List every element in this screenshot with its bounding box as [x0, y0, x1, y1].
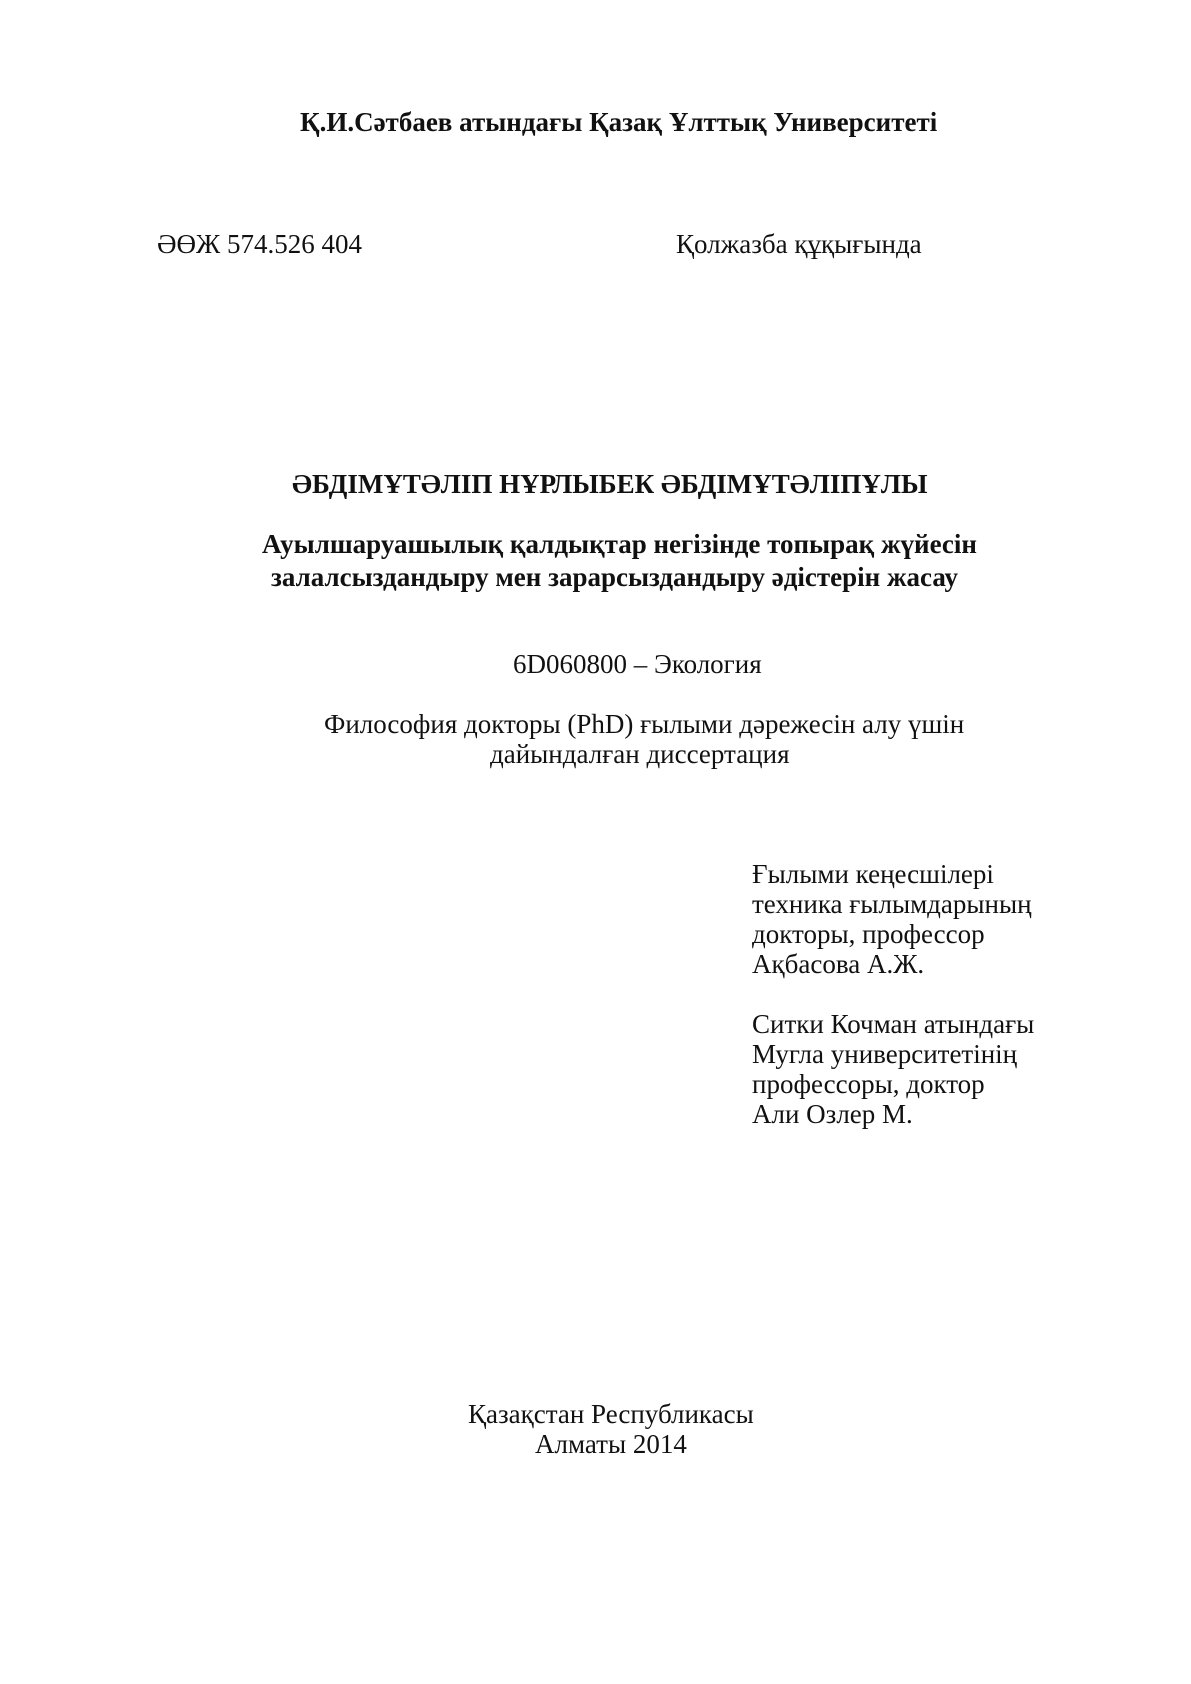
advisor-1-line-2: техника ғылымдарының — [752, 889, 1032, 919]
specialty-code: 6D060800 – Экология — [513, 649, 762, 679]
degree-line-2: дайындалған диссертация — [490, 739, 790, 769]
advisor-1-line-1: Ғылыми кеңесшілері — [752, 859, 994, 889]
thesis-title-line-2: залалсыздандыру мен зарарсыздандыру әдістерін жасау — [271, 562, 958, 592]
footer-country: Қазақстан Республикасы — [468, 1399, 754, 1429]
advisor-2-line-3: профессоры, доктор — [752, 1069, 985, 1099]
advisor-1-line-3: докторы, профессор — [752, 919, 985, 949]
advisor-2-line-1: Ситки Кочман атындағы — [752, 1009, 1035, 1039]
author-name: ӘБДІМҰТӘЛІП НҰРЛЫБЕК ӘБДІМҰТӘЛІПҰЛЫ — [292, 469, 928, 499]
footer-city-year: Алматы 2014 — [535, 1429, 687, 1459]
thesis-title-line-1: Ауылшаруашылық қалдықтар негізінде топырақ жүйесін — [262, 529, 977, 559]
advisor-2-line-2: Мугла университетінің — [752, 1039, 1018, 1069]
manuscript-rights: Қолжазба құқығында — [676, 229, 922, 259]
udc-code: ӘӨЖ 574.526 404 — [157, 229, 362, 259]
university-name: Қ.И.Сәтбаев атындағы Қазақ Ұлттық Университеті — [300, 107, 938, 137]
degree-line-1: Философия докторы (PhD) ғылыми дәрежесін алу үшін — [324, 709, 965, 739]
advisor-1-name: Ақбасова А.Ж. — [752, 949, 925, 979]
advisor-2-name: Али Озлер М. — [752, 1099, 913, 1129]
